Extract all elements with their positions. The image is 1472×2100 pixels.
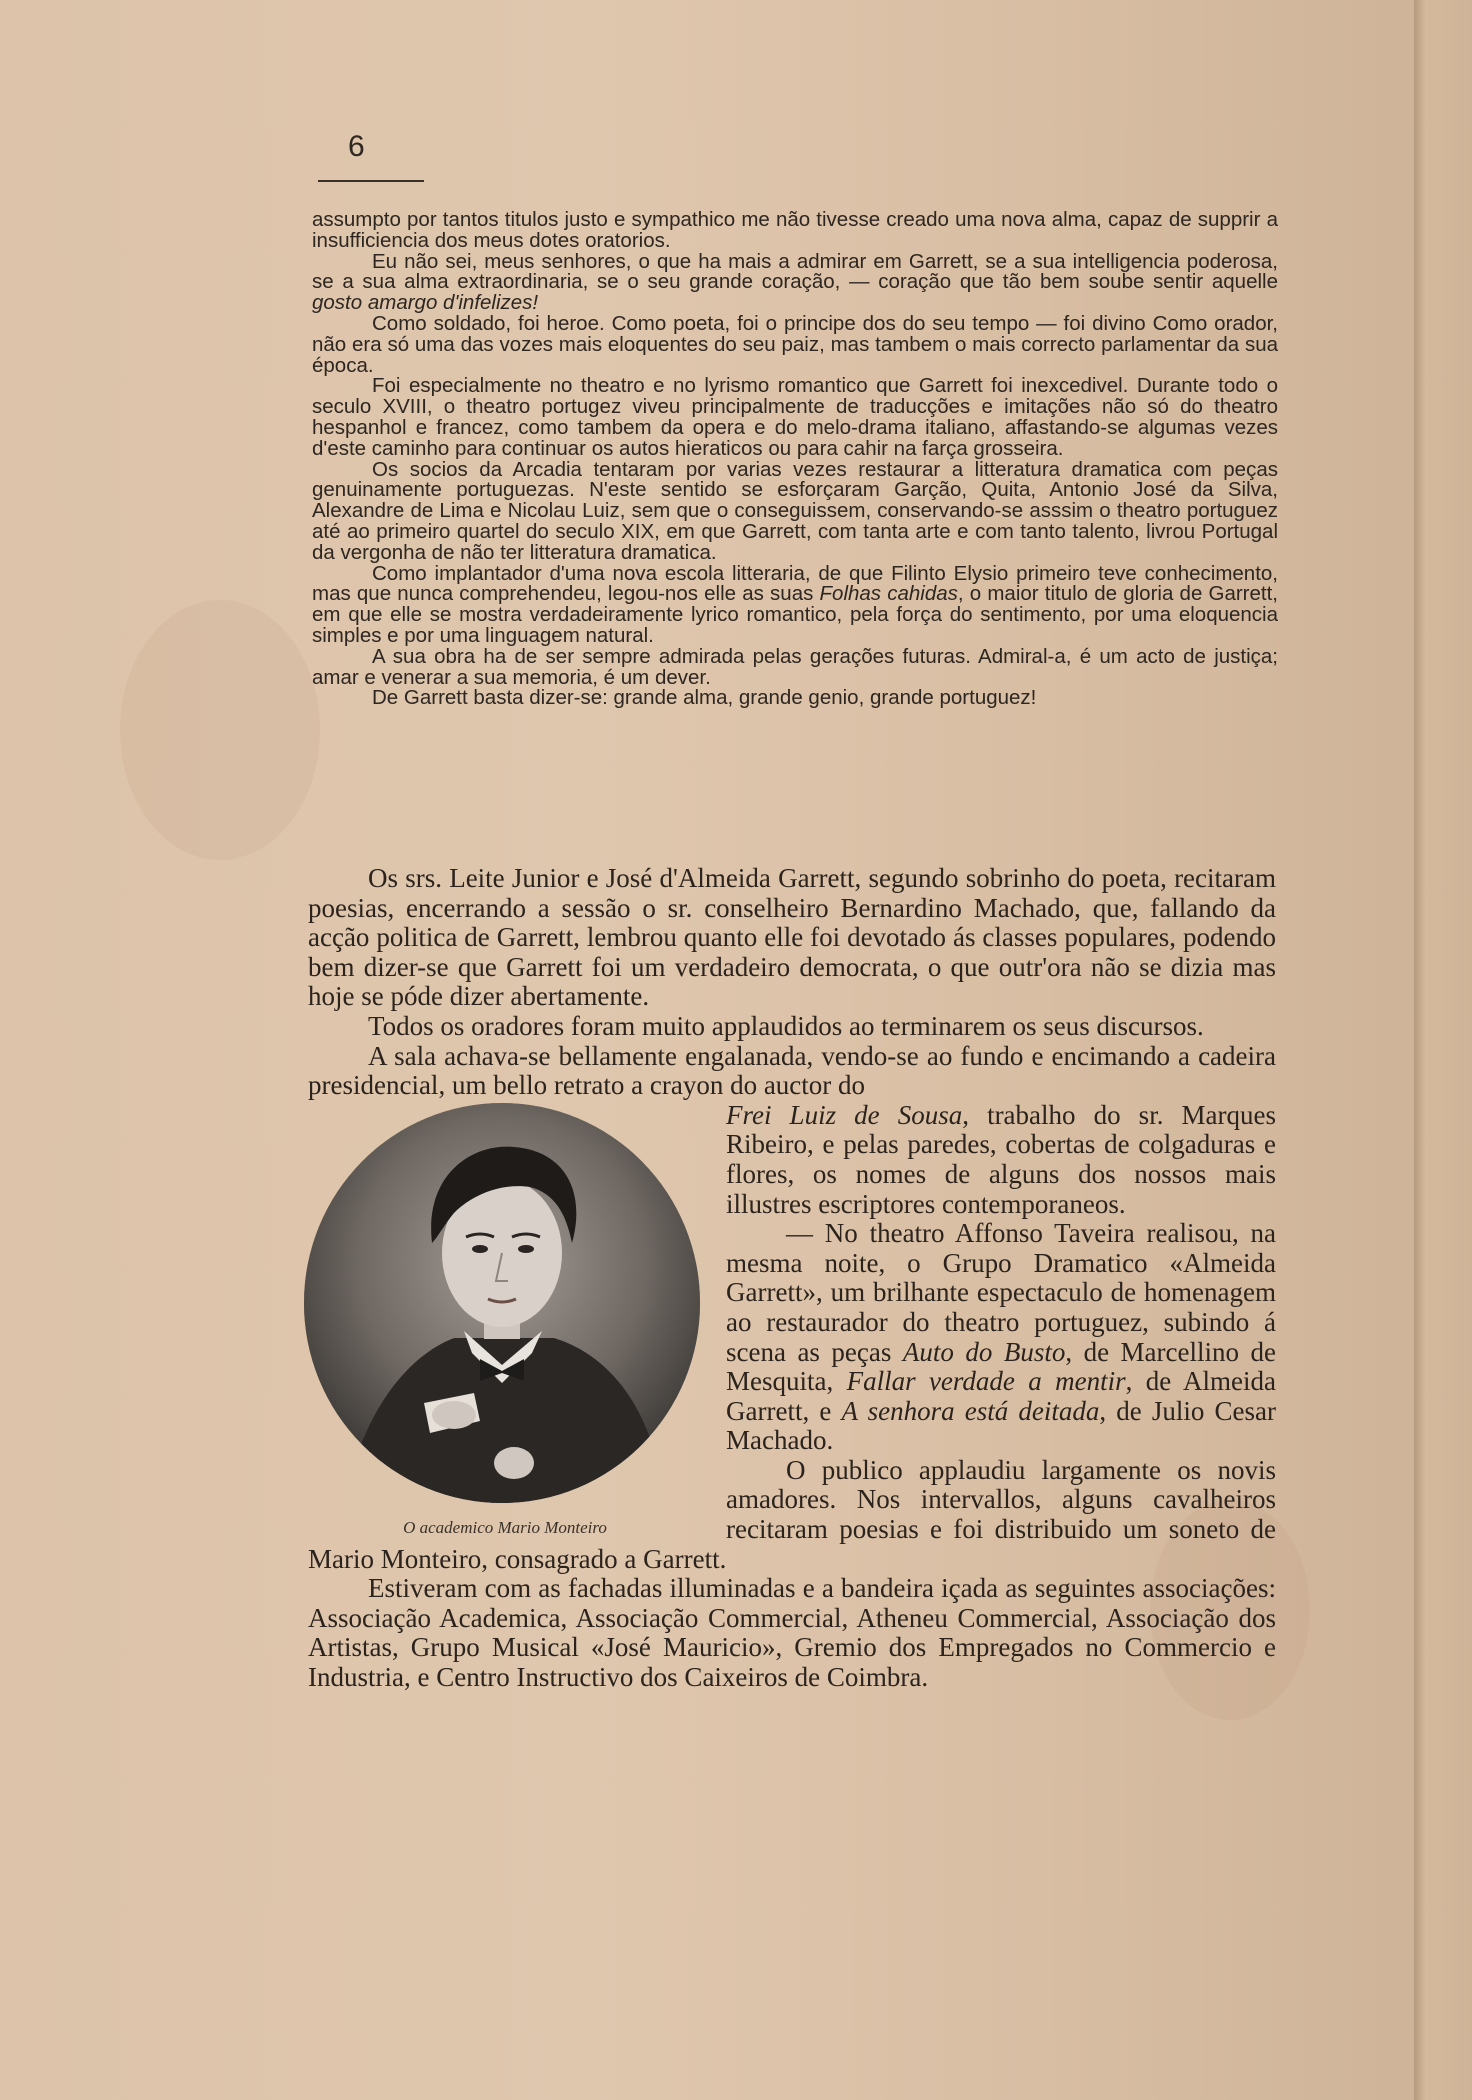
paper-stain — [120, 600, 320, 860]
body-text: O publico applaudiu largamente os novis amadores. Nos intervallos, alguns cavalheiros recitaram poesias e foi distribuido um soneto de Mario Monteiro, consagrado a Garrett. — [308, 1454, 1276, 1574]
body-text: , de Almeida Garrett, e — [726, 1366, 1277, 1426]
body-text: Como soldado, foi heroe. Como poeta, foi o principe dos do seu tempo — foi divino Como orador, não era só uma das vozes mais eloquentes do seu paiz, mas tambem o mais correcto parlamentar da sua época. — [312, 311, 1278, 377]
page-number: 6 — [348, 130, 365, 163]
report-paragraph — [308, 1574, 1276, 1692]
body-text: — No theatro Affonso Taveira realisou, na mesma noite, o Grupo Dramatico «Almeida Garrett», um brilhante espectaculo de homenagem ao restaurador do theatro portuguez, subindo á scena as peças — [726, 1218, 1276, 1367]
speech-paragraph — [312, 561, 1279, 647]
body-text: A sua obra ha de ser sempre admirada pelas gerações futuras. Admiral-a, é um acto de justiça; amar e venerar a sua memoria, é um dever. — [312, 644, 1278, 689]
body-text: , de Marcellino de Mesquita, — [726, 1336, 1276, 1397]
speech-paragraph — [312, 644, 1278, 689]
speech-paragraph — [312, 249, 1278, 315]
portrait-caption: O academico Mario Monteiro — [403, 1517, 607, 1537]
portrait-figure — [304, 1101, 706, 1541]
header-rule — [318, 180, 424, 182]
body-text: A sala achava-se bellamente engalanada, vendo-se ao fundo e encimando a cadeira presidencial, um bello retrato a crayon do auctor do — [308, 1040, 1276, 1101]
report-paragraph — [308, 1042, 1276, 1101]
report-paragraph — [308, 1012, 1276, 1042]
page-edge — [1414, 0, 1472, 2100]
italic-title-text: gosto amargo d'infelizes! — [312, 291, 539, 315]
speech-text-block — [312, 210, 1278, 709]
body-text: Foi especialmente no theatro e no lyrismo romantico que Garrett foi inexcedivel. Durante todo o seculo XVIII, o theatro portugez viveu principalmente de traducções e imitações não só do theatro hespanhol e francez, como tambem da opera e do melo-drama italiano, affastando-se algumas vezes d'este caminho para continuar os autos hieraticos ou para cahir na farça grosseira. — [312, 374, 1278, 460]
body-text: De Garrett basta dizer-se: grande alma, grande genio, grande portuguez! — [372, 686, 1037, 710]
portrait-photo — [304, 1103, 700, 1503]
body-text: Estiveram com as fachadas illuminadas e a bandeira içada as seguintes associações: Associação Academica, Associação Commercial, Atheneu Commercial, Associação dos Artistas, Grupo Musical «José Mauricio», Gremio dos Empregados no Commercio e Industria, e Centro Instructivo dos Caixeiros de Coimbra. — [308, 1573, 1276, 1693]
report-paragraph — [308, 864, 1276, 1012]
portrait-illustration — [304, 1103, 700, 1503]
body-text: Todos os oradores foram muito applaudidos ao terminarem os seus discursos. — [368, 1010, 1204, 1041]
italic-title-text: A senhora está deitada — [841, 1395, 1100, 1426]
body-text: Eu não sei, meus senhores, o que ha mais a admirar em Garrett, se a sua intelligencia poderosa, se a sua alma extraordinaria, se o seu grande coração, — coração que tão bem soube sentir aquelle — [312, 249, 1278, 294]
body-text: assumpto por tantos titulos justo e sympathico me não tivesse creado uma nova alma, capaz de supprir a insufficiencia dos meus dotes oratorios. — [312, 208, 1278, 252]
body-text: Os socios da Arcadia tentaram por varias vezes restaurar a litteratura dramatica com peças genuinamente portuguezas. N'este sentido se esforçaram Garção, Quita, Antonio José da Silva, Alexandre de Lima e Nicolau Luiz, sem que o conseguissem, conservando-se asssim o theatro portuguez até ao primeiro quartel do seculo XIX, em que Garrett, com tanta arte e com tanto talento, livrou Portugal da vergonha de não ter litteratura dramatica. — [312, 457, 1278, 564]
italic-title-text: Auto do Busto — [902, 1336, 1066, 1367]
body-text: , o maior titulo de gloria de Garrett, em que elle se mostra verdadeiramente lyrico romantico, pela força do sentimento, por uma eloquencia simples e por uma linguagem natural. — [312, 582, 1279, 647]
italic-title-text: Frei Luiz de Sousa — [726, 1099, 963, 1130]
body-text: Como implantador d'uma nova escola litteraria, de que Filinto Elysio primeiro teve conhecimento, mas que nunca comprehendeu, legou-nos elle as suas — [312, 561, 1278, 606]
speech-paragraph — [312, 376, 1278, 459]
speech-paragraph — [312, 688, 1278, 709]
italic-title-text: Fallar verdade a mentir — [846, 1366, 1126, 1397]
body-text: , trabalho do sr. Marques Ribeiro, e pelas paredes, cobertas de colgaduras e flores, os nomes de alguns dos nossos mais illustres escriptores contemporaneos. — [726, 1099, 1276, 1219]
report-text-block — [308, 864, 1276, 1693]
body-text: , de Julio Cesar Machado. — [726, 1395, 1277, 1456]
italic-title-text: Folhas cahidas — [819, 582, 958, 606]
body-text: Os srs. Leite Junior e José d'Almeida Garrett, segundo sobrinho do poeta, recitaram poesias, encerrando a sessão o sr. conselheiro Bernardino Machado, que, fallando da acção politica de Garrett, lembrou quanto elle foi devotado ás classes populares, podendo bem dizer-se que Garrett foi um verdadeiro democrata, o que outr'ora não se dizia mas hoje se póde dizer abertamente. — [308, 863, 1276, 1012]
speech-paragraph — [312, 311, 1278, 377]
speech-paragraph — [312, 210, 1278, 252]
speech-paragraph — [312, 457, 1278, 564]
